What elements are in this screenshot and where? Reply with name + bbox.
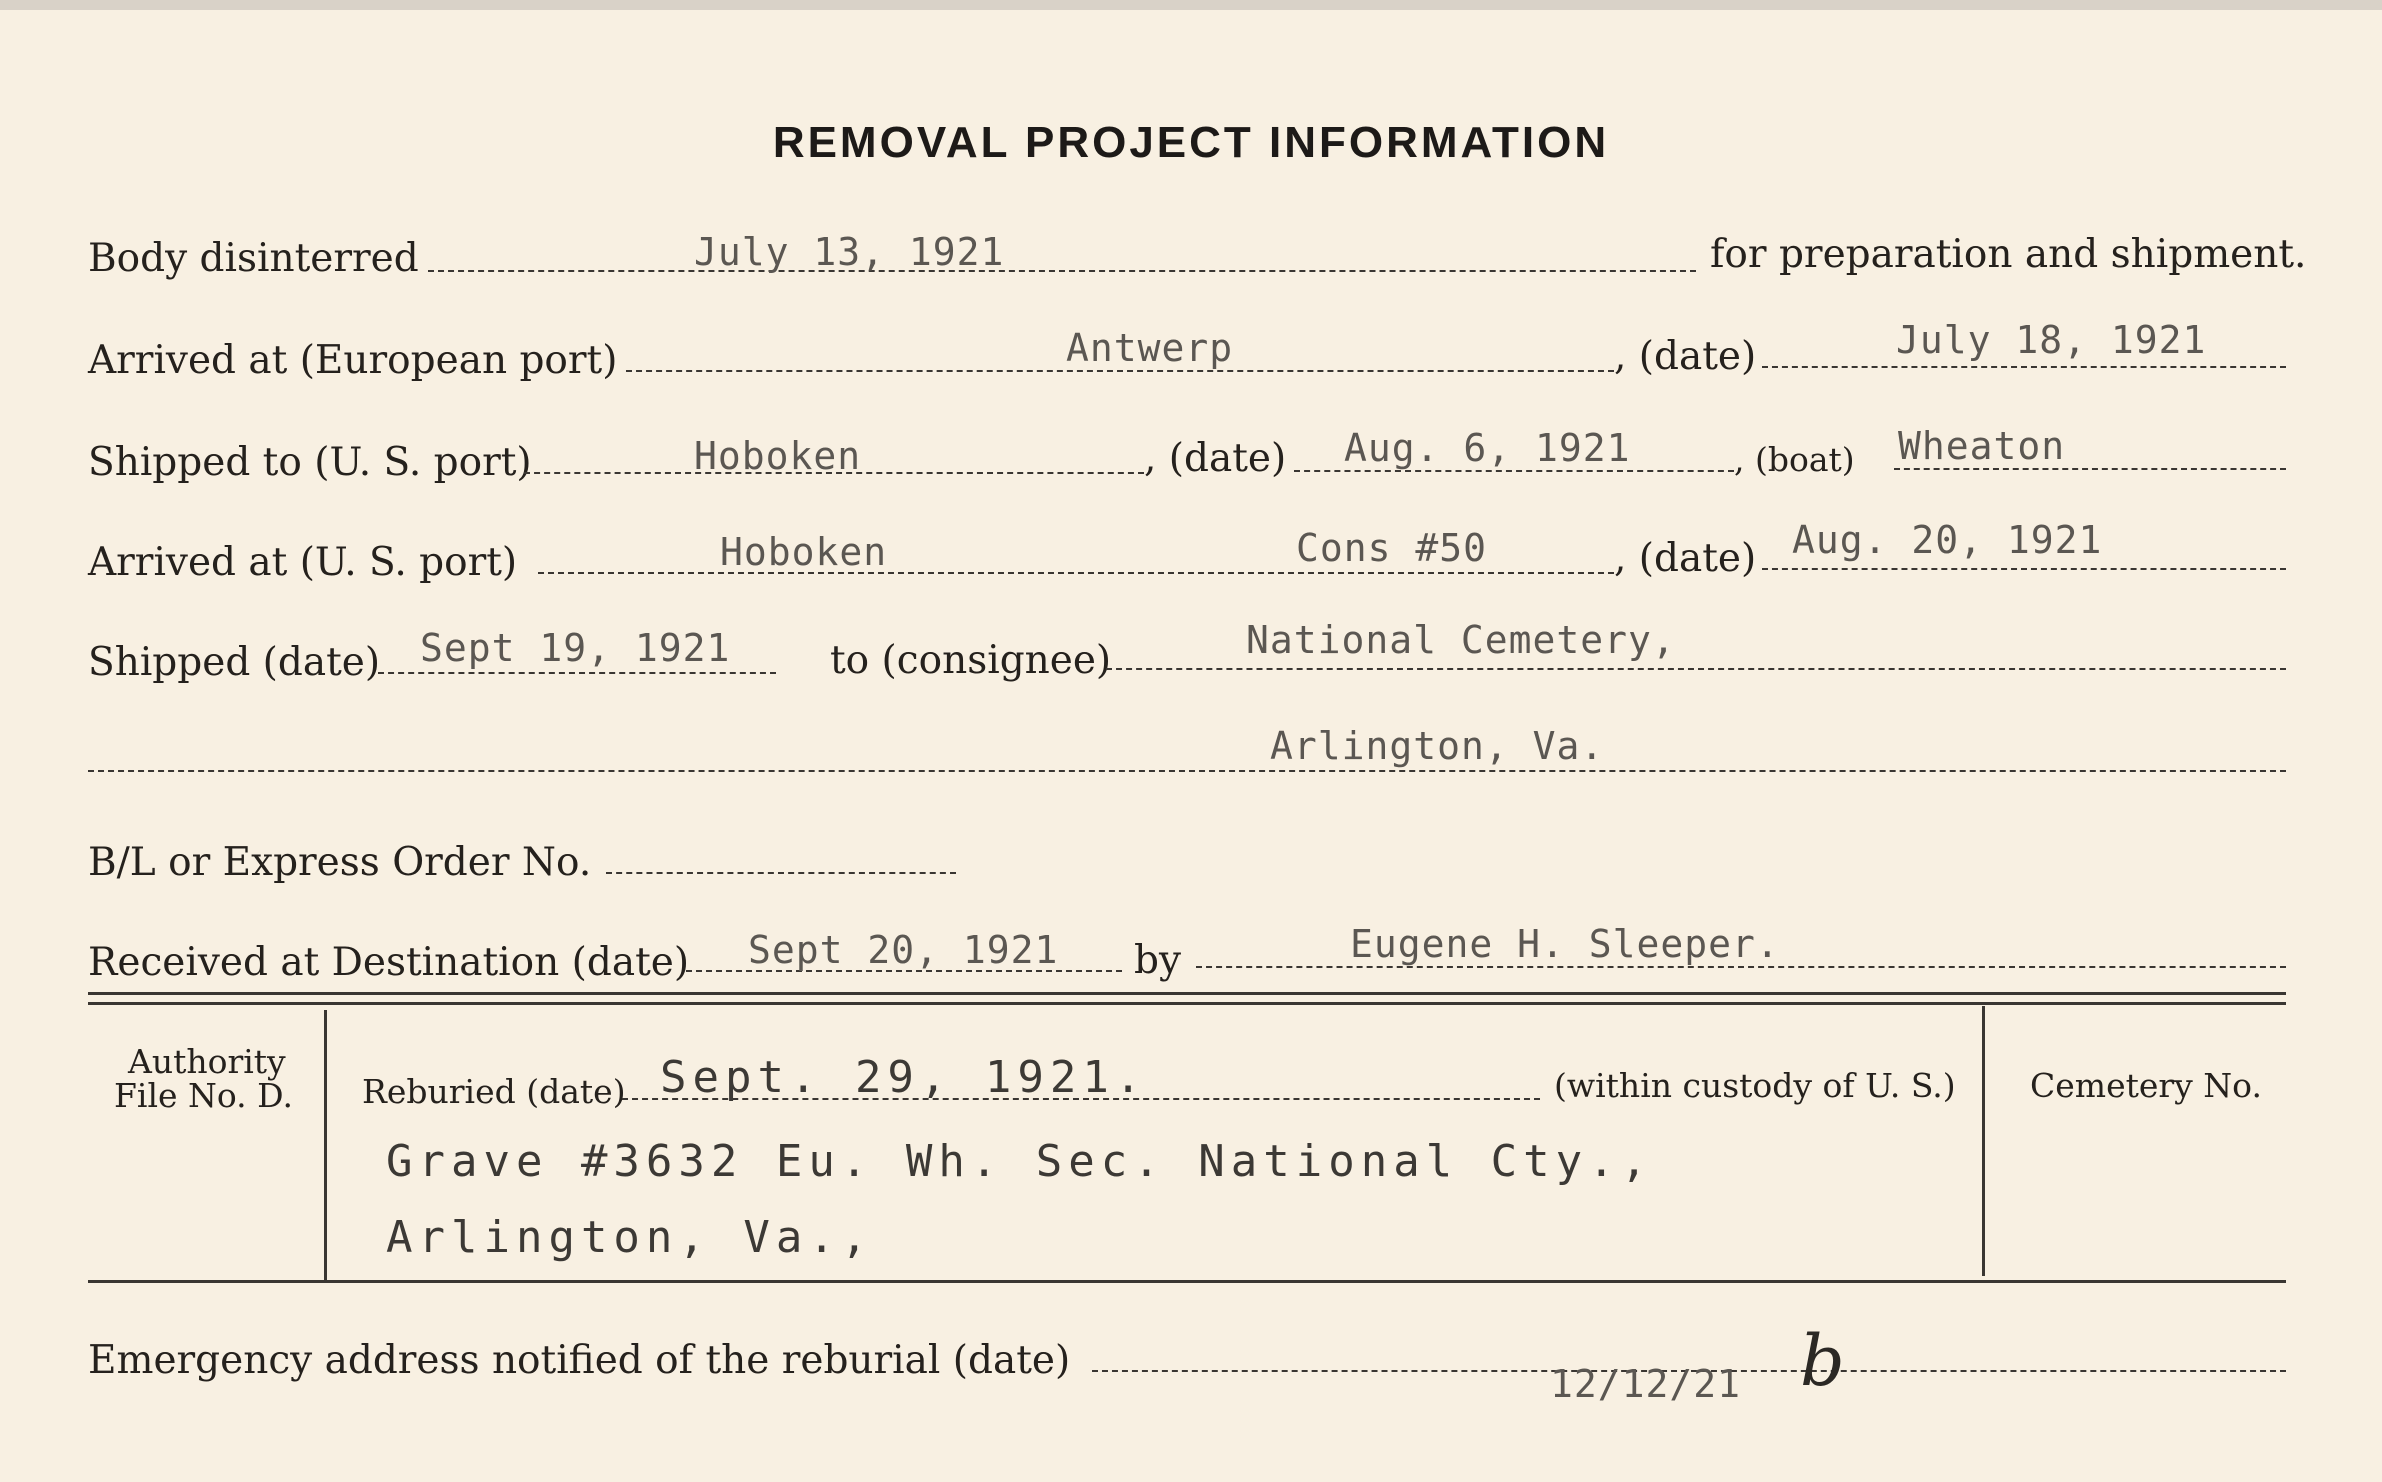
arrived-us-label: Arrived at (U. S. port): [88, 540, 518, 585]
reburied-date-value: Sept. 29, 1921.: [660, 1052, 1148, 1103]
received-date-value: Sept 20, 1921: [748, 928, 1059, 972]
card-top-edge: [0, 0, 2382, 10]
shipped-consignee-date-value: Sept 19, 1921: [420, 626, 731, 670]
reburied-label: Reburied (date): [362, 1072, 626, 1111]
cons-value: Cons #50: [1296, 526, 1488, 570]
arrived-european-label: Arrived at (European port): [88, 338, 618, 383]
received-by-value: Eugene H. Sleeper.: [1350, 922, 1780, 966]
body-disinterred-line: [428, 270, 1696, 272]
received-by-line: [1196, 966, 2286, 968]
us-port-shipped-value: Hoboken: [694, 434, 862, 478]
arrived-date-label: , (date): [1614, 536, 1757, 581]
european-port-value: Antwerp: [1066, 326, 1234, 370]
custody-label: (within custody of U. S.): [1554, 1066, 1956, 1105]
european-port-line: [626, 370, 1614, 372]
emergency-date-value: 12/12/21: [1550, 1362, 1742, 1406]
for-preparation-label: for preparation and shipment.: [1710, 232, 2307, 277]
shipped-date-line: [1294, 470, 1734, 472]
consignee-line-2: [88, 770, 2286, 772]
shipped-date-label: , (date): [1144, 436, 1287, 481]
european-date-label: , (date): [1614, 334, 1757, 379]
arrived-date-value: Aug. 20, 1921: [1792, 518, 2103, 562]
arrived-date-line: [1762, 568, 2286, 570]
shipped-consignee-date-line: [378, 672, 776, 674]
body-disinterred-label: Body disinterred: [88, 236, 419, 281]
by-label: by: [1134, 938, 1181, 983]
boat-label: , (boat): [1734, 440, 1855, 479]
table-top-rule-2: [88, 1002, 2286, 1005]
authority-label: Authority: [128, 1042, 286, 1081]
cemetery-no-label: Cemetery No.: [2030, 1066, 2262, 1105]
shipped-date-value: Aug. 6, 1921: [1344, 426, 1631, 470]
bl-order-label: B/L or Express Order No.: [88, 840, 592, 885]
grave-line2-value: Arlington, Va.,: [386, 1212, 874, 1263]
grave-line1-value: Grave #3632 Eu. Wh. Sec. National Cty.,: [386, 1136, 1654, 1187]
boat-line: [1894, 468, 2286, 470]
consignee-line2-value: Arlington, Va.: [1270, 724, 1605, 768]
handwritten-initial: b: [1800, 1320, 1845, 1402]
european-date-line: [1762, 366, 2286, 368]
consignee-line-1: [1106, 668, 2286, 670]
card-title: REMOVAL PROJECT INFORMATION: [772, 118, 1610, 167]
table-divider-left: [324, 1010, 327, 1280]
emergency-label: Emergency address notified of the reburial (date): [88, 1338, 1071, 1383]
boat-value: Wheaton: [1898, 424, 2066, 468]
consignee-line1-value: National Cemetery,: [1246, 618, 1676, 662]
to-consignee-label: to (consignee): [830, 638, 1112, 683]
received-label: Received at Destination (date): [88, 940, 690, 985]
table-bottom-rule: [88, 1280, 2286, 1283]
us-port-arrived-line: [538, 572, 1614, 574]
table-top-rule: [88, 992, 2286, 995]
us-port-arrived-value: Hoboken: [720, 530, 888, 574]
shipped-consignee-date-label: Shipped (date): [88, 640, 381, 685]
european-date-value: July 18, 1921: [1896, 318, 2207, 362]
table-divider-right: [1982, 1006, 1985, 1276]
shipped-to-label: Shipped to (U. S. port): [88, 440, 532, 485]
disinterred-date-value: July 13, 1921: [694, 230, 1005, 274]
file-no-label: File No. D.: [114, 1076, 293, 1115]
bl-order-line: [606, 872, 956, 874]
